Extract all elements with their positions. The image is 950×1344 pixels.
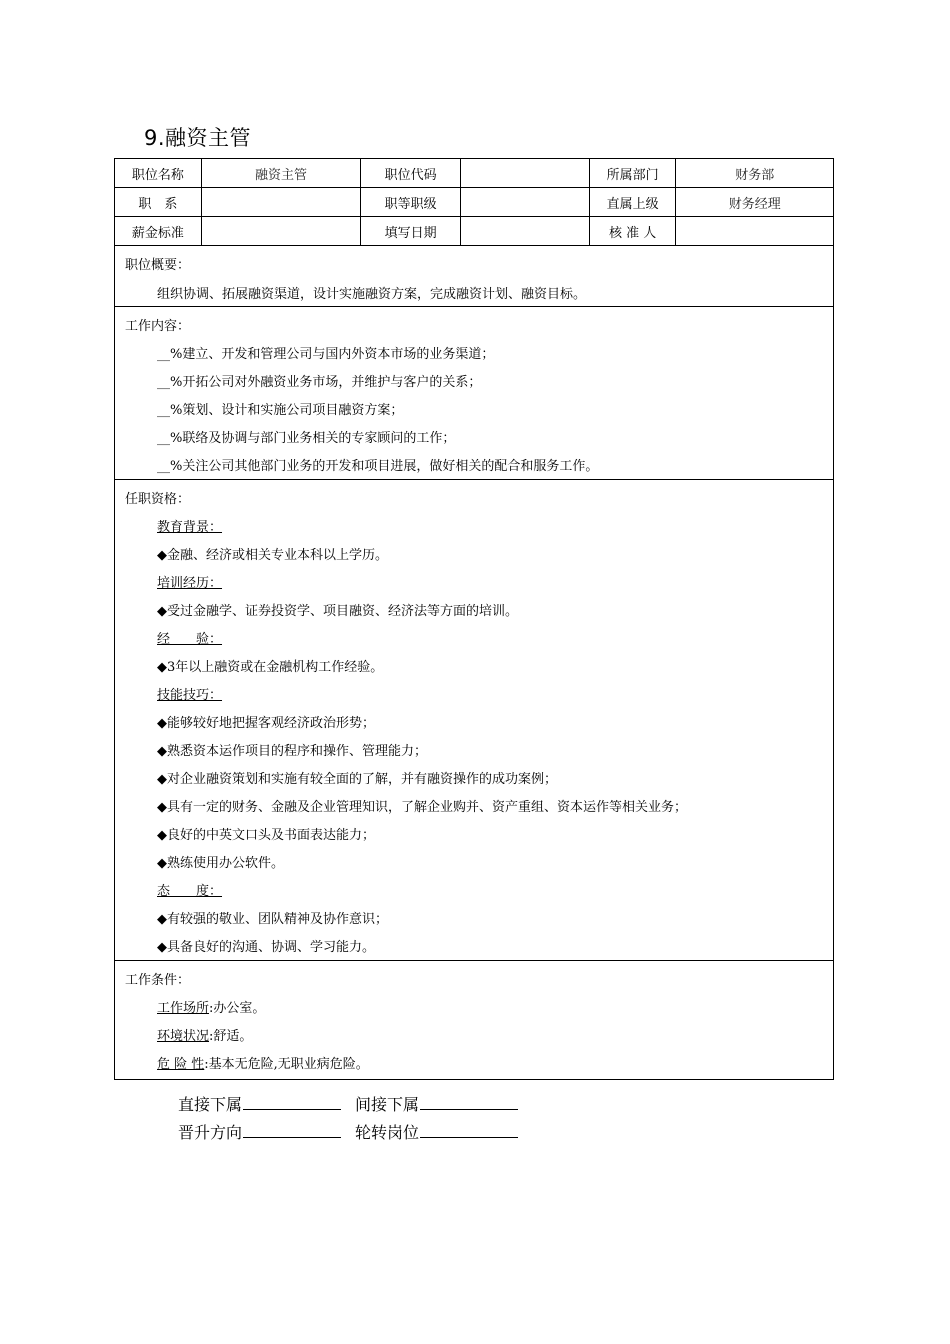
training-text: ◆受过金融学、证券投资学、项目融资、经济法等方面的培训。 [157,604,518,619]
summary-section [115,246,833,307]
attitude-item: ◆具备良好的沟通、协调、学习能力。 [157,940,375,955]
conditions-heading: 工作条件： [125,973,191,988]
duty-item: __%建立、开发和管理公司与国内外资本市场的业务渠道； [157,347,495,362]
duties-heading: 工作内容： [125,319,191,334]
direct-subordinate-field [178,1092,341,1115]
department-label: 所属部门 [590,159,677,187]
position-name-label: 职位名称 [115,159,202,187]
rotation-blank [420,1123,518,1138]
job-family-label: 职 系 [115,188,202,216]
environment-value: :舒适。 [209,1029,253,1044]
environment-label: 环境状况 [157,1029,210,1044]
supervisor-value: 财务经理 [728,196,781,212]
promotion-field [178,1120,341,1143]
job-description-table [114,158,834,1080]
promotion-label: 晋升方向 [178,1123,243,1142]
summary-text: 组织协调、拓展融资渠道，设计实施融资方案，完成融资计划、融资目标。 [157,287,587,302]
environment-line [157,1025,252,1044]
risk-line [157,1053,369,1072]
direct-subordinate-blank [243,1095,341,1110]
rotation-field [355,1120,518,1143]
skill-item: ◆对企业融资策划和实施有较全面的了解，并有融资操作的成功案例； [157,772,557,787]
conditions-section [115,961,833,1079]
grade-value [461,188,590,216]
skill-item: ◆良好的中英文口头及书面表达能力； [157,828,375,843]
position-code-value [461,159,590,187]
approver-label: 核 准 人 [590,217,677,245]
salary-label: 薪金标准 [115,217,202,245]
header-row-1 [115,159,833,188]
promotion-blank [243,1123,341,1138]
date-label: 填写日期 [361,217,461,245]
indirect-subordinate-label: 间接下属 [355,1095,420,1114]
duty-item: __%策划、设计和实施公司项目融资方案； [157,403,404,418]
workplace-line [157,997,265,1016]
experience-label: 经 验： [157,632,223,647]
skill-item: ◆具有一定的财务、金融及企业管理知识，了解企业购并、资产重组、资本运作等相关业务； [157,800,687,815]
risk-label: 危 险 性 [157,1057,205,1072]
indirect-subordinate-blank [420,1095,518,1110]
position-code-label: 职位代码 [361,159,461,187]
qualifications-heading: 任职资格： [125,492,191,507]
grade-label: 职等职级 [361,188,461,216]
salary-value [202,217,362,245]
department-value: 财务部 [735,167,775,183]
duty-item: __%关注公司其他部门业务的开发和项目进展，做好相关的配合和服务工作。 [157,459,599,474]
duty-item: __%开拓公司对外融资业务市场，并维护与客户的关系； [157,375,482,390]
header-row-3 [115,217,833,246]
attitude-item: ◆有较强的敬业、团队精神及协作意识； [157,912,388,927]
duty-item: __%联络及协调与部门业务相关的专家顾问的工作； [157,431,456,446]
job-family-value [202,188,362,216]
approver-value [676,217,833,245]
workplace-label: 工作场所 [157,1001,210,1016]
workplace-value: :办公室。 [209,1001,266,1016]
training-label: 培训经历： [157,576,223,591]
education-label: 教育背景： [157,520,223,535]
page-title: 9.融资主管 [144,126,252,150]
indirect-subordinate-field [355,1092,518,1115]
education-text: ◆金融、经济或相关专业本科以上学历。 [157,548,388,563]
skill-item: ◆熟悉资本运作项目的程序和操作、管理能力； [157,744,427,759]
rotation-label: 轮转岗位 [355,1123,420,1142]
skill-item: ◆熟练使用办公软件。 [157,856,284,871]
skill-item: ◆能够较好地把握客观经济政治形势； [157,716,375,731]
header-row-2 [115,188,833,217]
skills-label: 技能技巧： [157,688,223,703]
experience-text: ◆3年以上融资或在金融机构工作经验。 [157,660,384,675]
date-value [461,217,590,245]
position-name-value: 融资主管 [202,159,362,187]
risk-value: :基本无危险,无职业病危险。 [204,1057,369,1072]
direct-subordinate-label: 直接下属 [178,1095,243,1114]
qualifications-section [115,480,833,961]
duties-section [115,307,833,480]
supervisor-label: 直属上级 [590,188,677,216]
attitude-label: 态 度： [157,884,223,899]
summary-heading: 职位概要： [125,258,191,273]
